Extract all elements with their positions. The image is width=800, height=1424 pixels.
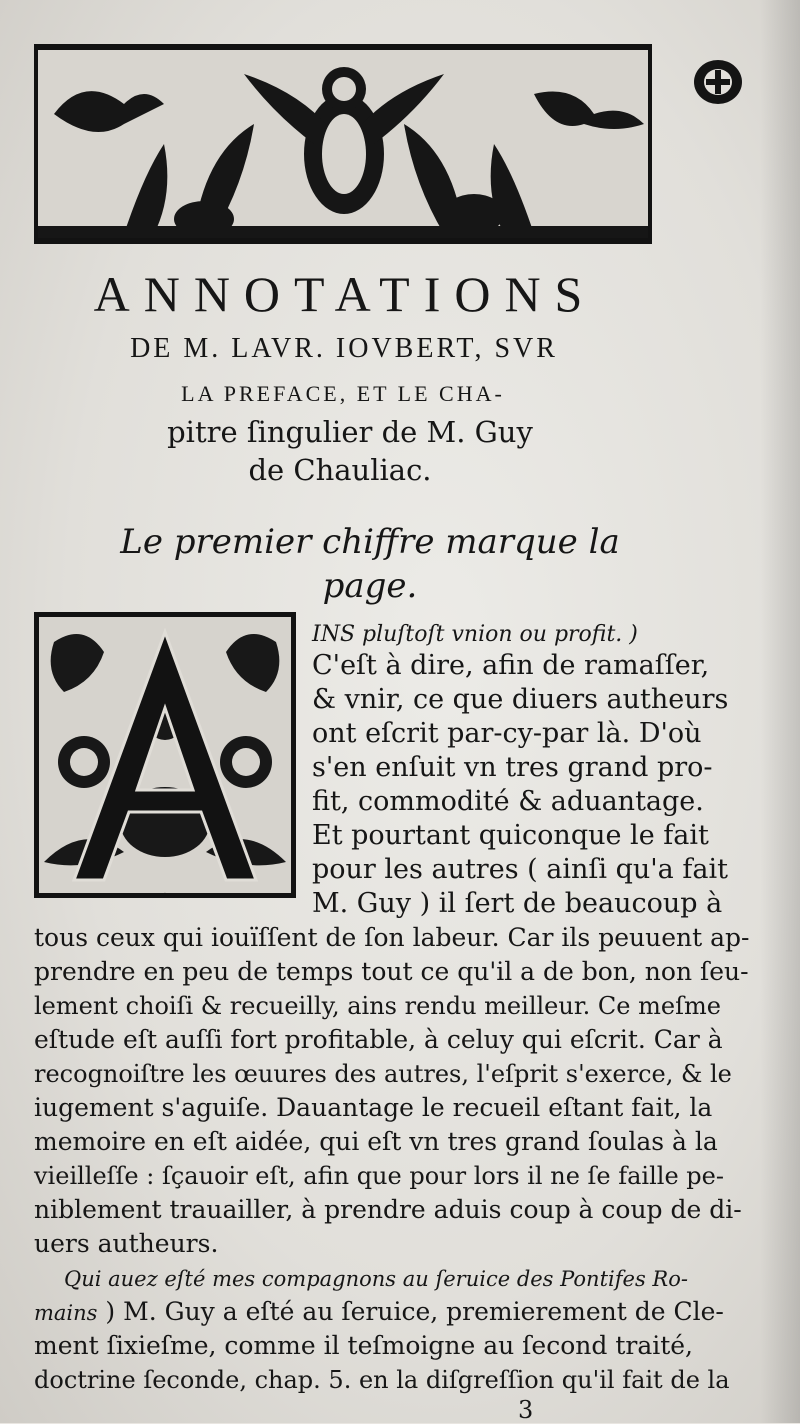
text-line: vieilleſſe : ſçauoir eſt, afin que pour lors il ne ſe faille pe- [34, 1162, 724, 1190]
second-lemma-end: mains [34, 1301, 98, 1325]
woodcut-headpiece [34, 44, 652, 244]
page-number: 3 [518, 1396, 534, 1424]
page-reference-note: Le premier chiffre marque la page. [120, 522, 620, 606]
text-line: doctrine ſeconde, chap. 5. en la diſgreſſion qu'il fait de la [34, 1366, 730, 1394]
text-line: lement choiſi & recueilly, ains rendu meilleur. Ce meſme [34, 992, 721, 1020]
initial-letter: A [164, 893, 166, 895]
text-line: ont eſcrit par-cy-par là. D'où [312, 718, 702, 749]
second-lemma: Qui auez eſté mes compagnons au ſeruice des Pontifes Ro- [64, 1267, 688, 1291]
text-line: & vnir, ce que diuers autheurs [312, 684, 729, 715]
text-line: pour les autres ( ainſi qu'a fait [312, 854, 728, 885]
text-line: uers autheurs. [34, 1229, 219, 1258]
text-line: iugement s'aguiſe. Dauantage le recueil eſtant fait, la [34, 1093, 713, 1122]
library-stamp [688, 56, 748, 108]
text-line: niblement trauailler, à prendre aduis coup à coup de di- [34, 1195, 742, 1224]
text-line: Et pourtant quiconque le fait [312, 820, 709, 851]
second-lemma-rest: ) M. Guy a eſté au ſeruice, premierement de Cle- [97, 1297, 724, 1326]
text-line: M. Guy ) il ſert de beaucoup à [312, 888, 723, 919]
decorated-initial [34, 612, 296, 898]
text-line: C'eſt à dire, afin de ramaſſer, [312, 650, 710, 681]
heading-chauliac-line: de Chauliac. [248, 453, 432, 487]
heading-chapter-line: pitre ſingulier de M. Guy [167, 415, 533, 449]
text-line: recognoiſtre les œuures des autres, l'eſprit s'exerce, & le [34, 1060, 732, 1088]
lead-lemma: INS pluſtoſt vnion ou profit. ) [312, 622, 638, 647]
text-line: fit, commodité & aduantage. [312, 786, 704, 817]
text-line: s'en enſuit vn tres grand pro- [312, 752, 713, 783]
heading-author-line: DE M. LAVR. IOVBERT, SVR [130, 333, 558, 364]
heading-title: ANNOTATIONS [93, 266, 597, 322]
text-line: ment ſixieſme, comme il teſmoigne au ſecond traité, [34, 1331, 694, 1360]
text-line: tous ceux qui iouïſſent de ſon labeur. Car ils peuuent ap- [34, 923, 750, 952]
heading-preface-line: LA PREFACE, ET LE CHA- [181, 381, 505, 406]
page-edge-shadow [760, 0, 800, 1423]
text-line: eſtude eſt auſſi fort profitable, à celuy qui eſcrit. Car à [34, 1025, 723, 1054]
text-line: prendre en peu de temps tout ce qu'il a de bon, non ſeu- [34, 957, 749, 986]
text-line: memoire en eſt aidée, qui eſt vn tres grand ſoulas à la [34, 1127, 718, 1156]
text-line [34, 1295, 724, 1330]
